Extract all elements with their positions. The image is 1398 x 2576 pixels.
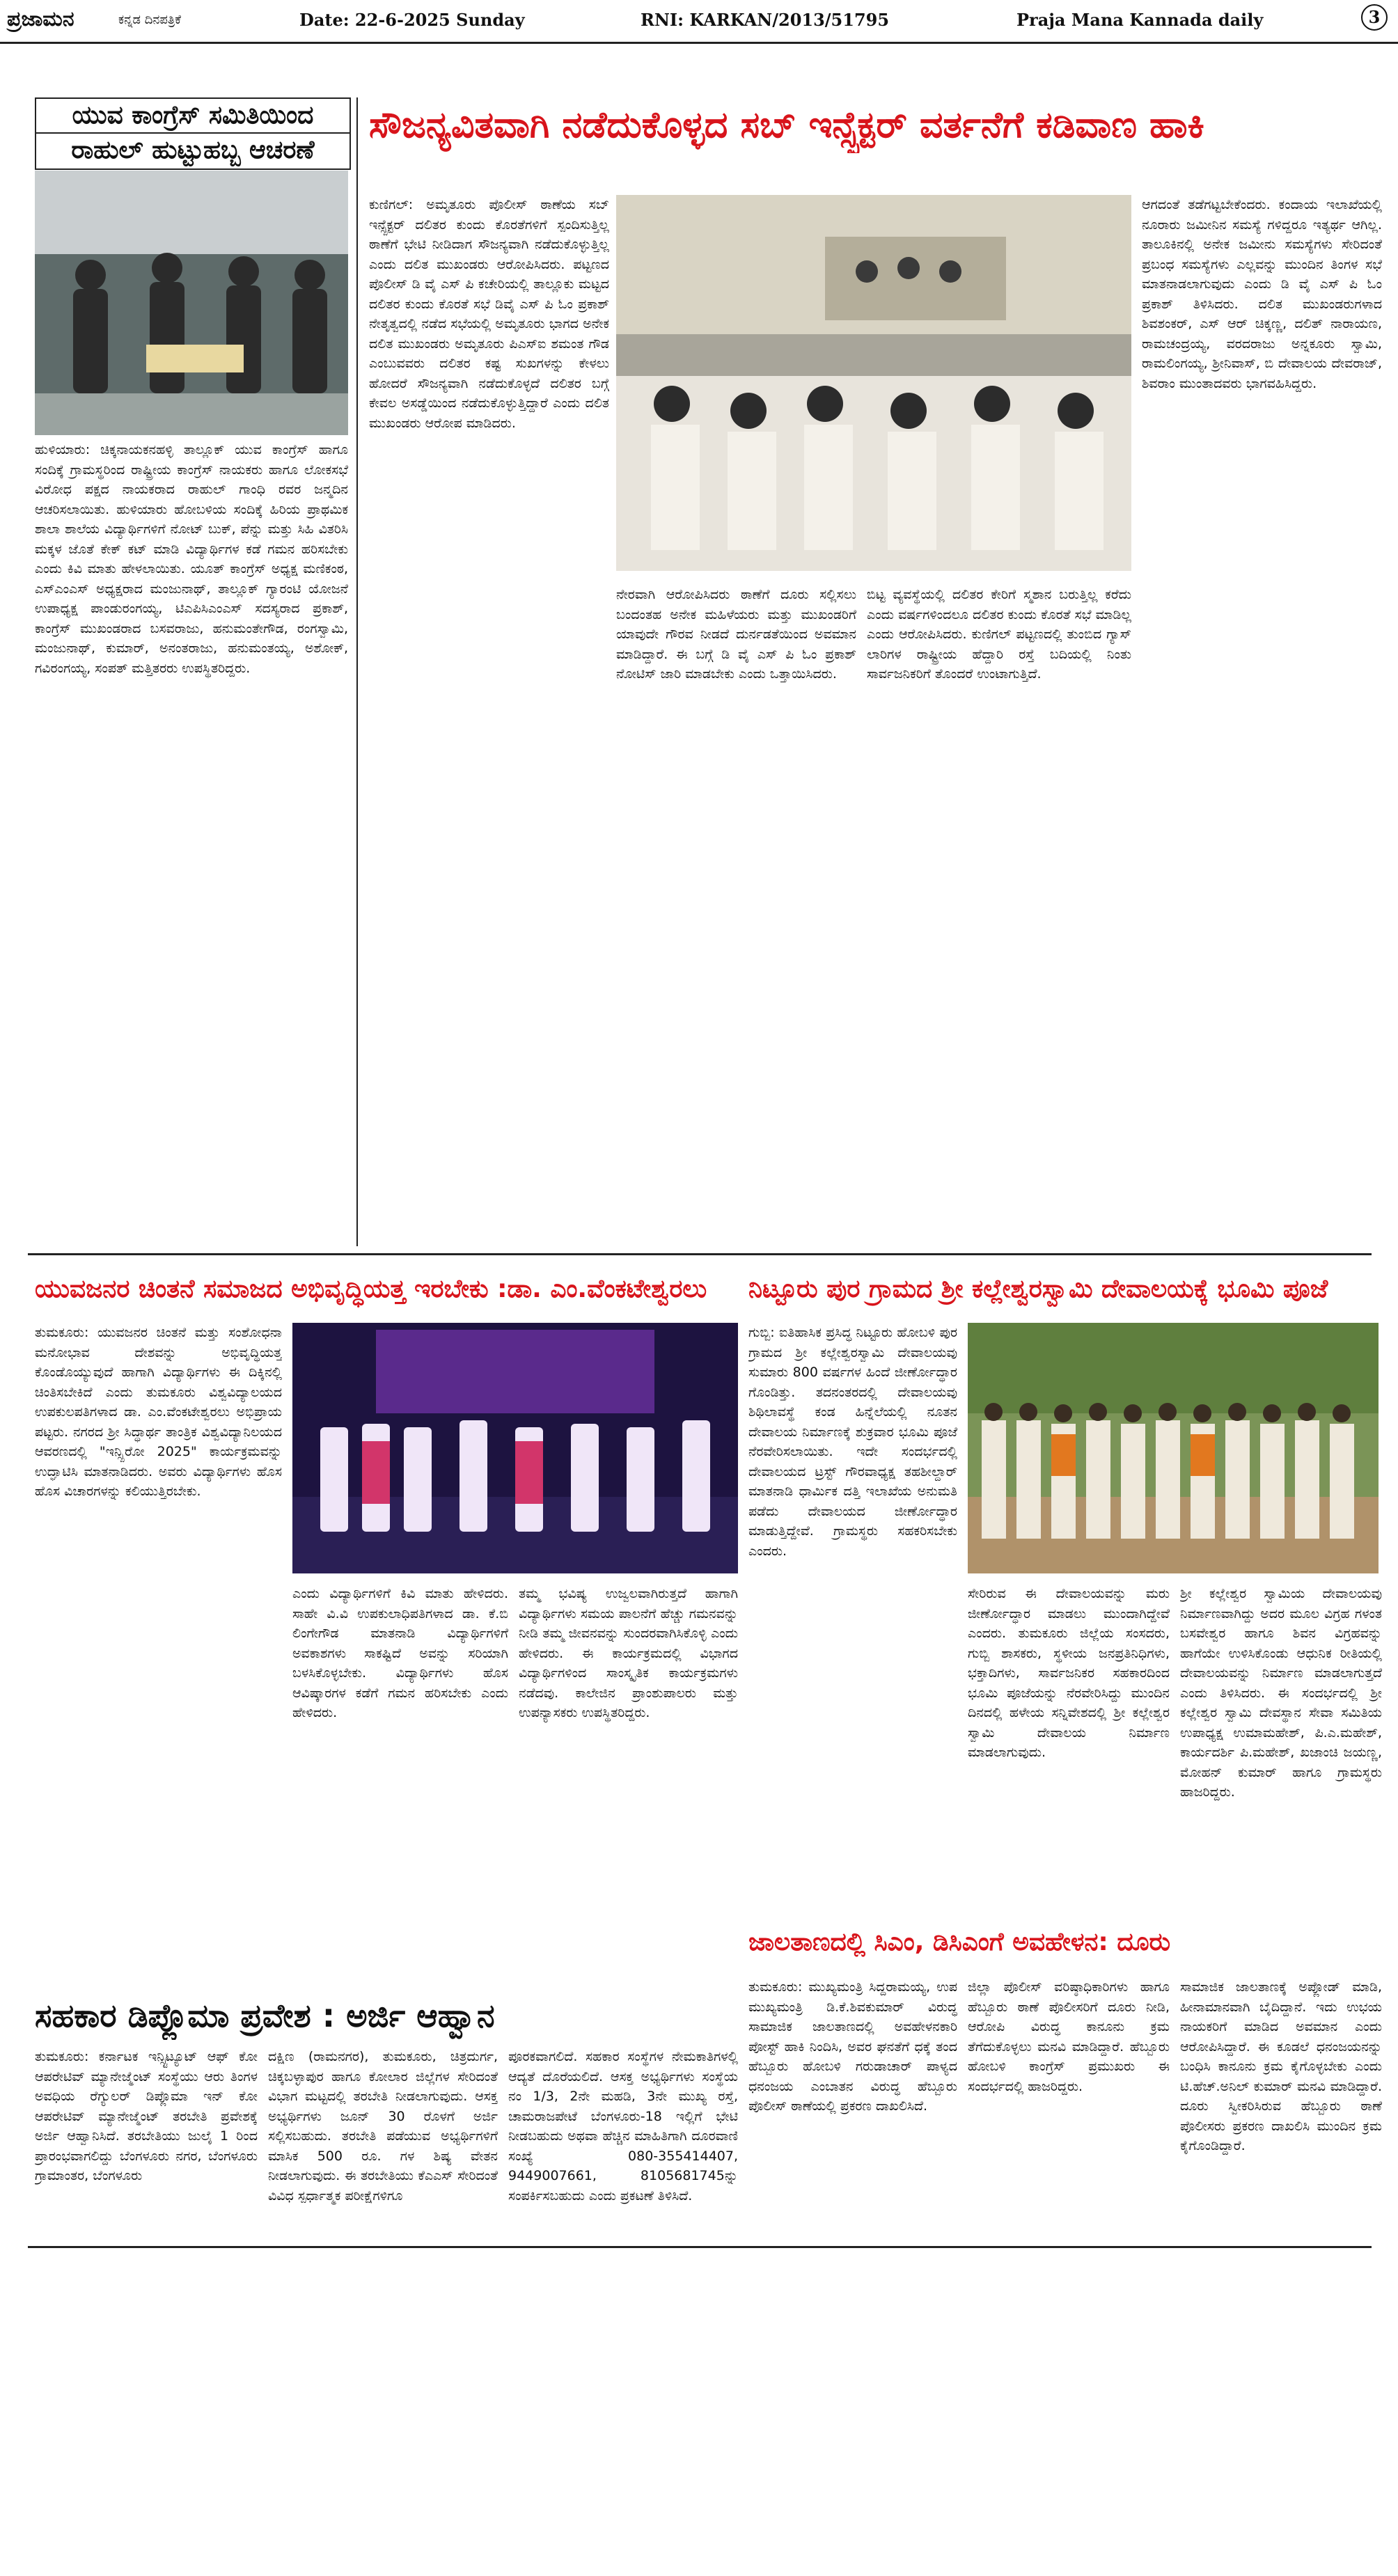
- story1-photo: [35, 171, 348, 435]
- story1-title-box: [35, 97, 351, 170]
- story5-col3: ಪೂರಕವಾಗಲಿದೆ. ಸಹಕಾರ ಸಂಸ್ಥೆಗಳ ನೇಮಕಾತಿಗಳಲ್ಲಿ ಆದ್ಯತೆ ದೊರೆಯಲಿದೆ. ಆಸಕ್ತ ಅಭ್ಯರ್ಥಿಗಳು ಸಂಸ್ಥೆಯ ನಂ 1/3, 2ನೇ ಮಹಡಿ, 3ನೇ ಮುಖ್ಯ ರಸ್ತೆ, ಚಾಮರಾಜಪೇಟೆ ಬೆಂಗಳೂರು-18 ಇಲ್ಲಿಗೆ ಭೇಟಿ ನೀಡಬಹುದು ಅಥವಾ ಹೆಚ್ಚಿನ ಮಾಹಿತಿಗಾಗಿ ದೂರವಾಣಿ ಸಂಖ್ಯೆ 080-355414407, 9449007661, 8105681745ನ್ನು ಸಂಪರ್ಕಿಸಬಹುದು ಎಂದು ಪ್ರಕಟಣೆ ತಿಳಿಸಿದೆ.: [508, 2049, 738, 2204]
- story4-col2: ಸೇರಿರುವ ಈ ದೇವಾಲಯವನ್ನು ಮರು ಜೀರ್ಣೋದ್ಧಾರ ಮಾಡಲು ಮುಂದಾಗಿದ್ದೇವೆ ಎಂದರು. ತುಮಕೂರು ಜಿಲ್ಲೆಯ ಸಂಸದರು, ಗುಬ್ಬಿ ಶಾಸಕರು, ಸ್ಥಳೀಯ ಜನಪ್ರತಿನಿಧಿಗಳು, ಭಕ್ತಾದಿಗಳು, ಸಾರ್ವಜನಿಕರ ಸಹಕಾರದಿಂದ ಭೂಮಿ ಪೂಜೆಯನ್ನು ನೆರವೇರಿಸಿದ್ದು ಮುಂದಿನ ದಿನದಲ್ಲಿ ಹಳೇಯ ಸನ್ನಿವೇಶದಲ್ಲಿ ಶ್ರೀ ಕಲ್ಲೇಶ್ವರ ಸ್ವಾಮಿ ದೇವಾಲಯ ನಿರ್ಮಾಣ ಮಾಡಲಾಗುವುದು.: [968, 1586, 1170, 1760]
- paper-logo: ಪ್ರಜಾಮನ: [7, 7, 74, 31]
- story2-col3: ಬಿಟ್ಟ ವ್ಯವಸ್ಥೆಯಲ್ಲಿ ದಲಿತರ ಕೇರಿಗೆ ಸ್ಮಶಾನ ಬರುತ್ತಿಲ್ಲ ಕರೆದು ಎಂದು ವರ್ಷಗಳಿಂದಲೂ ದಲಿತರ ಕುಂದು ಕೊರತೆ ಸಭೆ ಮಾಡಿಲ್ಲ ಎಂದು ಆರೋಪಿಸಿದರು. ಕುಣಿಗಲ್ ಪಟ್ಟಣದಲ್ಲಿ ತುಂಬಿದ ಗ್ಯಾಸ್ ಲಾರಿಗಳ ರಾಷ್ಟ್ರೀಯ ಹೆದ್ದಾರಿ ರಸ್ತೆ ಬದಿಯಲ್ಲಿ ನಿಂತು ಸಾರ್ವಜನಿಕರಿಗೆ ತೊಂದರೆ ಉಂಟಾಗುತ್ತಿದೆ.: [867, 587, 1131, 682]
- story1-title-line1: ಯುವ ಕಾಂಗ್ರೆಸ್ ಸಮಿತಿಯಿಂದ: [72, 101, 314, 129]
- story4-photo: [968, 1323, 1379, 1573]
- story6-col2: ಜಿಲ್ಲಾ ಪೊಲೀಸ್ ವರಿಷ್ಠಾಧಿಕಾರಿಗಳು ಹಾಗೂ ಹೆಬ್ಬೂರು ಠಾಣೆ ಪೊಲೀಸರಿಗೆ ದೂರು ನೀಡಿ, ಆರೋಪಿ ವಿರುದ್ಧ ಕಾನೂನು ಕ್ರಮ ತೆಗೆದುಕೊಳ್ಳಲು ಮನವಿ ಮಾಡಿದ್ದಾರೆ. ಹೆಬ್ಬೂರು ಹೋಬಳಿ ಕಾಂಗ್ರೆಸ್ ಪ್ರಮುಖರು ಈ ಸಂದರ್ಭದಲ್ಲಿ ಹಾಜರಿದ್ದರು.: [968, 1979, 1170, 2094]
- story1-body: ಹುಳಿಯಾರು: ಚಿಕ್ಕನಾಯಕನಹಳ್ಳಿ ತಾಲ್ಲೂಕ್ ಯುವ ಕಾಂಗ್ರೆಸ್ ಹಾಗೂ ಸಂದಿಕ್ಕೆ ಗ್ರಾಮಸ್ಥರಿಂದ ರಾಷ್ಟ್ರೀಯ ಕಾಂಗ್ರೆಸ್ ನಾಯಕರು ಹಾಗೂ ಲೋಕಸಭೆ ವಿರೋಧ ಪಕ್ಷದ ನಾಯಕರಾದ ರಾಹುಲ್ ಗಾಂಧಿ ರವರ ಜನ್ಮದಿನ ಆಚರಿಸಲಾಯಿತು. ಹುಳಿಯಾರು ಹೋಬಳಿಯ ಸಂದಿಕ್ಕೆ ಹಿರಿಯ ಪ್ರಾಥಮಿಕ ಶಾಲಾ ಶಾಲೆಯ ವಿದ್ಯಾರ್ಥಿಗಳಿಗೆ ನೋಟ್ ಬುಕ್, ಪೆನ್ನು ಮತ್ತು ಸಿಹಿ ವಿತರಿಸಿ ಮಕ್ಕಳ ಜೊತೆ ಕೇಕ್ ಕಟ್ ಮಾಡಿ ವಿದ್ಯಾರ್ಥಿಗಳ ಕಡೆ ಗಮನ ಹರಿಸಬೇಕು ಎಂದು ಕಿವಿ ಮಾತು ಹೇಳಲಾಯಿತು. ಯೂತ್ ಕಾಂಗ್ರೆಸ್ ಅಧ್ಯಕ್ಷ ಮಣಿಕಂಠ, ಎಸ್ಎಂಎಸ್ ಅಧ್ಯಕ್ಷರಾದ ಮಂಜುನಾಥ್, ತಾಲ್ಲೂಕ್ ಗ್ಯಾರಂಟಿ ಯೋಜನೆ ಉಪಾಧ್ಯಕ್ಷ ಪಾಂಡುರಂಗಯ್ಯ, ಟಿಎಪಿಸಿಎಂಎಸ್ ಸದಸ್ಯರಾದ ಪ್ರಕಾಶ್, ಕಾಂಗ್ರೆಸ್ ಮುಖಂಡರಾದ ಬಸವರಾಜು, ಹನುಮಂತೇಗೌಡ, ರಂಗಸ್ವಾಮಿ, ಮಂಜುನಾಥ್, ಕುಮಾರ್, ಅನಂತರಾಜು, ಹನುಮಂತಯ್ಯ, ಅಶೋಕ್, ಗವಿರಂಗಯ್ಯ, ಸಂಪತ್ ಮತ್ತಿತರರು ಉಪಸ್ಥಿತರಿದ್ದರು.: [35, 442, 348, 676]
- story2-photo: [616, 195, 1131, 571]
- story3-col3: ತಮ್ಮ ಭವಿಷ್ಯ ಉಜ್ವಲವಾಗಿರುತ್ತದೆ ಹಾಗಾಗಿ ವಿದ್ಯಾರ್ಥಿಗಳು ಸಮಯ ಪಾಲನೆಗೆ ಹೆಚ್ಚು ಗಮನವನ್ನು ನೀಡಿ ತಮ್ಮ ಜೀವನವನ್ನು ಸುಂದರವಾಗಿಸಿಕೊಳ್ಳಿ ಎಂದು ಹೇಳಿದರು. ಈ ಕಾರ್ಯಕ್ರಮದಲ್ಲಿ ವಿಭಾಗದ ವಿದ್ಯಾರ್ಥಿಗಳಿಂದ ಸಾಂಸ್ಕೃತಿಕ ಕಾರ್ಯಕ್ರಮಗಳು ನಡೆದವು. ಕಾಲೇಜಿನ ಪ್ರಾಂಶುಪಾಲರು ಮತ್ತು ಉಪನ್ಯಾಸಕರು ಉಪಸ್ಥಿತರಿದ್ದರು.: [519, 1586, 738, 1720]
- story2-headline: ಸೌಜನ್ಯವಿತವಾಗಿ ನಡೆದುಕೊಳ್ಳದ ಸಬ್ ಇನ್ಸ್ಪೆಕ್ಟರ್ ವರ್ತನೆಗೆ ಕಡಿವಾಣ ಹಾಕಿ: [369, 104, 1204, 146]
- story4-col1: ಗುಬ್ಬಿ: ಐತಿಹಾಸಿಕ ಪ್ರಸಿದ್ಧ ನಿಟ್ಟೂರು ಹೋಬಳಿ ಪುರ ಗ್ರಾಮದ ಶ್ರೀ ಕಲ್ಲೇಶ್ವರಸ್ವಾಮಿ ದೇವಾಲಯವು ಸುಮಾರು 800 ವರ್ಷಗಳ ಹಿಂದೆ ಜೀರ್ಣೋದ್ಧಾರ ಗೊಂಡಿತ್ತು. ತದನಂತರದಲ್ಲಿ ದೇವಾಲಯವು ಶಿಥಿಲಾವಸ್ಥೆ ಕಂಡ ಹಿನ್ನೆಲೆಯಲ್ಲಿ ನೂತನ ದೇವಾಲಯ ನಿರ್ಮಾಣಕ್ಕೆ ಶುಕ್ರವಾರ ಭೂಮಿ ಪೂಜೆ ನೆರವೇರಿಸಲಾಯಿತು. ಇದೇ ಸಂದರ್ಭದಲ್ಲಿ ದೇವಾಲಯದ ಟ್ರಸ್ಟ್ ಗೌರವಾಧ್ಯಕ್ಷ ತಹಶೀಲ್ದಾರ್ ಮಾತನಾಡಿ ಧಾರ್ಮಿಕ ದತ್ತಿ ಇಲಾಖೆಯ ಅನುಮತಿ ಪಡೆದು ದೇವಾಲಯದ ಜೀರ್ಣೋದ್ಧಾರ ಮಾಡುತ್ತಿದ್ದೇವೆ. ಗ್ರಾಮಸ್ಥರು ಸಹಕರಿಸಬೇಕು ಎಂದರು.: [748, 1325, 957, 1559]
- story3-col2: ಎಂದು ವಿದ್ಯಾರ್ಥಿಗಳಿಗೆ ಕಿವಿ ಮಾತು ಹೇಳಿದರು. ಸಾಹೇ ವಿ.ವಿ ಉಪಕುಲಾಧಿಪತಿಗಳಾದ ಡಾ. ಕೆ.ಬಿ ಲಿಂಗೇಗೌಡ ಮಾತನಾಡಿ ವಿದ್ಯಾರ್ಥಿಗಳಿಗೆ ಅವಕಾಶಗಳು ಸಾಕಷ್ಟಿದೆ ಅವನ್ನು ಸರಿಯಾಗಿ ಬಳಸಿಕೊಳ್ಳಬೇಕು. ವಿದ್ಯಾರ್ಥಿಗಳು ಹೊಸ ಆವಿಷ್ಕಾರಗಳ ಕಡೆಗೆ ಗಮನ ಹರಿಸಬೇಕು ಎಂದು ಹೇಳಿದರು.: [292, 1586, 508, 1720]
- story5-col1: ತುಮಕೂರು: ಕರ್ನಾಟಕ ಇನ್ಸ್ಟಿಟ್ಯೂಟ್ ಆಫ್ ಕೋ ಆಪರೇಟಿವ್ ಮ್ಯಾನೇಜ್ಮೆಂಟ್ ಸಂಸ್ಥೆಯು ಆರು ತಿಂಗಳ ಅವಧಿಯ ರೆಗ್ಯುಲರ್ ಡಿಪ್ಲೊಮಾ ಇನ್ ಕೋ ಆಪರೇಟಿವ್ ಮ್ಯಾನೇಜ್ಮೆಂಟ್ ತರಬೇತಿ ಪ್ರವೇಶಕ್ಕೆ ಅರ್ಜಿ ಆಹ್ವಾನಿಸಿದೆ. ತರಬೇತಿಯು ಜುಲೈ 1 ರಿಂದ ಪ್ರಾರಂಭವಾಗಲಿದ್ದು ಬೆಂಗಳೂರು ನಗರ, ಬೆಂಗಳೂರು ಗ್ರಾಮಾಂತರ, ಬೆಂಗಳೂರು: [35, 2049, 258, 2183]
- story4-col3: ಶ್ರೀ ಕಲ್ಲೇಶ್ವರ ಸ್ವಾಮಿಯ ದೇವಾಲಯವು ನಿರ್ಮಾಣವಾಗಿದ್ದು ಅದರ ಮೂಲ ವಿಗ್ರಹ ಗಳಂತ ಬಸವೇಶ್ವರ ಹಾಗೂ ಶಿವನ ವಿಗ್ರಹವನ್ನು ಹಾಗೆಯೇ ಉಳಿಸಿಕೊಂಡು ಆಧುನಿಕ ರೀತಿಯಲ್ಲಿ ದೇವಾಲಯವನ್ನು ನಿರ್ಮಾಣ ಮಾಡಲಾಗುತ್ತದೆ ಎಂದು ತಿಳಿಸಿದರು. ಈ ಸಂದರ್ಭದಲ್ಲಿ ಶ್ರೀ ಕಲ್ಲೇಶ್ವರ ಸ್ವಾಮಿ ದೇವಸ್ಥಾನ ಸೇವಾ ಸಮಿತಿಯ ಉಪಾಧ್ಯಕ್ಷ ಉಮಾಮಹೇಶ್, ಪಿ.ಎ.ಮಹೇಶ್, ಕಾರ್ಯದರ್ಶಿ ಪಿ.ಮಹೇಶ್, ಖಜಾಂಚಿ ಜಯಣ್ಣ, ಮೋಹನ್ ಕುಮಾರ್ ಹಾಗೂ ಗ್ರಾಮಸ್ಥರು ಹಾಜರಿದ್ದರು.: [1180, 1586, 1382, 1800]
- story3-headline: ಯುವಜನರ ಚಿಂತನೆ ಸಮಾಜದ ಅಭಿವೃದ್ಧಿಯತ್ತ ಇರಬೇಕು :ಡಾ. ಎಂ.ವೆಂಕಟೇಶ್ವರಲು: [35, 1275, 707, 1303]
- section-divider: [28, 1253, 1372, 1255]
- rni-number: RNI: KARKAN/2013/51795: [641, 10, 890, 30]
- issue-date: Date: 22-6-2025 Sunday: [299, 10, 525, 30]
- page-number: [1361, 4, 1388, 31]
- story2-col2: ನೇರವಾಗಿ ಆರೋಪಿಸಿದರು ಠಾಣೆಗೆ ದೂರು ಸಲ್ಲಿಸಲು ಬಂದಂತಹ ಅನೇಕ ಮಹಿಳೆಯರು ಮತ್ತು ಮುಖಂಡರಿಗೆ ಯಾವುದೇ ಗೌರವ ನೀಡದೆ ದುರ್ನಡತೆಯಿಂದ ಅವಮಾನ ಮಾಡಿದ್ದಾರೆ. ಈ ಬಗ್ಗೆ ಡಿ ವೈ ಎಸ್ ಪಿ ಓಂ ಪ್ರಕಾಶ್ ನೋಟಿಸ್ ಜಾರಿ ಮಾಡಬೇಕು ಎಂದು ಒತ್ತಾಯಿಸಿದರು.: [616, 587, 856, 682]
- paper-name: Praja Mana Kannada daily: [1016, 10, 1264, 30]
- story6-col1: ತುಮಕೂರು: ಮುಖ್ಯಮಂತ್ರಿ ಸಿದ್ದರಾಮಯ್ಯ, ಉಪ ಮುಖ್ಯಮಂತ್ರಿ ಡಿ.ಕೆ.ಶಿವಕುಮಾರ್ ವಿರುದ್ಧ ಸಾಮಾಜಿಕ ಜಾಲತಾಣದಲ್ಲಿ ಅವಹೇಳನಕಾರಿ ಪೋಸ್ಟ್ ಹಾಕಿ ನಿಂದಿಸಿ, ಅವರ ಘನತೆಗೆ ಧಕ್ಕೆ ತಂದ ಹೆಬ್ಬೂರು ಹೋಬಳಿ ಗರುಡಾಚಾರ್ ಪಾಳ್ಯದ ಧನಂಜಯ ಎಂಬಾತನ ವಿರುದ್ಧ ಹೆಬ್ಬೂರು ಪೊಲೀಸ್ ಠಾಣೆಯಲ್ಲಿ ಪ್ರಕರಣ ದಾಖಲಿಸಿದೆ.: [748, 1979, 957, 2114]
- story2-col1: ಕುಣಿಗಲ್: ಅಮೃತೂರು ಪೊಲೀಸ್ ಠಾಣೆಯ ಸಬ್ ಇನ್ಸ್ಪೆಕ್ಟರ್ ದಲಿತರ ಕುಂದು ಕೊರತೆಗಳಿಗೆ ಸ್ಪಂದಿಸುತ್ತಿಲ್ಲ ಠಾಣೆಗೆ ಭೇಟಿ ನೀಡಿದಾಗ ಸೌಜನ್ಯವಾಗಿ ನಡೆದುಕೊಳ್ಳುತ್ತಿಲ್ಲ ಎಂದು ದಲಿತ ಮುಖಂಡರು ಆರೋಪಿಸಿದರು. ಪಟ್ಟಣದ ಪೊಲೀಸ್ ಡಿ ವೈ ಎಸ್ ಪಿ ಕಚೇರಿಯಲ್ಲಿ ತಾಲ್ಲೂಕು ಮಟ್ಟದ ದಲಿತರ ಕುಂದು ಕೊರತೆ ಸಭೆ ಡಿವೈ ಎಸ್ ಪಿ ಓಂ ಪ್ರಕಾಶ್ ನೇತೃತ್ವದಲ್ಲಿ ನಡೆದ ಸಭೆಯಲ್ಲಿ ಅಮೃತೂರು ಭಾಗದ ಅನೇಕ ದಲಿತ ಮುಖಂಡರು ಅಮೃತೂರು ಪಿಎಸ್ಐ ಶಮಂತ ಗೌಡ ಎಂಬುವವರು ದಲಿತರ ಕಷ್ಟ ಸುಖಗಳನ್ನು ಕೇಳಲು ಹೋದರೆ ಸೌಜನ್ಯವಾಗಿ ನಡೆದುಕೊಳ್ಳದೆ ದಲಿತರ ಬಗ್ಗೆ ಕೇವಲ ಅಸಡ್ಡೆಯಿಂದ ನಡೆದುಕೊಳ್ಳುತ್ತಿದ್ದಾರೆ ಎಂದು ದಲಿತ ಮುಖಂಡರು ಆರೋಪ ಮಾಡಿದರು.: [369, 197, 609, 431]
- column-divider: [356, 97, 358, 1246]
- story4-headline: ನಿಟ್ಟೂರು ಪುರ ಗ್ರಾಮದ ಶ್ರೀ ಕಲ್ಲೇಶ್ವರಸ್ವಾಮಿ ದೇವಾಲಯಕ್ಕೆ ಭೂಮಿ ಪೂಜೆ: [748, 1275, 1328, 1303]
- story3-col1: ತುಮಕೂರು: ಯುವಜನರ ಚಿಂತನೆ ಮತ್ತು ಸಂಶೋಧನಾ ಮನೋಭಾವ ದೇಶವನ್ನು ಅಭಿವೃದ್ಧಿಯತ್ತ ಕೊಂಡೊಯ್ಯುವುದೆ ಹಾಗಾಗಿ ವಿದ್ಯಾರ್ಥಿಗಳು ಈ ದಿಕ್ಕಿನಲ್ಲಿ ಚಿಂತಿಸಬೇಕಿದೆ ಎಂದು ತುಮಕೂರು ವಿಶ್ವವಿದ್ಯಾಲಯದ ಉಪಕುಲಪತಿಗಳಾದ ಡಾ. ಎಂ.ವೆಂಕಟೇಶ್ವರಲು ಅಭಿಪ್ರಾಯ ಪಟ್ಟರು. ನಗರದ ಶ್ರೀ ಸಿದ್ಧಾರ್ಥ ತಾಂತ್ರಿಕ ವಿಶ್ವವಿದ್ಯಾನಿಲಯದ ಆವರಣದಲ್ಲಿ "ಇನ್ಸ್ಪಿರೋ 2025" ಕಾರ್ಯಕ್ರಮವನ್ನು ಉದ್ಘಾಟಿಸಿ ಮಾತನಾಡಿದರು. ಅವರು ವಿದ್ಯಾರ್ಥಿಗಳು ಹೊಸ ಹೊಸ ವಿಚಾರಗಳನ್ನು ಕಲಿಯುತ್ತಿರಬೇಕು.: [35, 1325, 282, 1499]
- bottom-divider: [28, 2246, 1372, 2248]
- story5-headline: ಸಹಕಾರ ಡಿಪ್ಲೊಮಾ ಪ್ರವೇಶ : ಅರ್ಜಿ ಆಹ್ವಾನ: [35, 1997, 495, 2034]
- story6-col3: ಸಾಮಾಜಿಕ ಜಾಲತಾಣಕ್ಕೆ ಅಪ್ಲೋಡ್ ಮಾಡಿ, ಹೀನಾಮಾನವಾಗಿ ಬೈದಿದ್ದಾನೆ. ಇದು ಉಭಯ ನಾಯಕರಿಗೆ ಮಾಡಿದ ಅವಮಾನ ಎಂದು ಆರೋಪಿಸಿದ್ದಾರೆ. ಈ ಕೂಡಲೆ ಧನಂಜಯನನ್ನು ಬಂಧಿಸಿ ಕಾನೂನು ಕ್ರಮ ಕೈಗೊಳ್ಳಬೇಕು ಎಂದು ಟಿ.ಹೆಚ್.ಅನಿಲ್ ಕುಮಾರ್ ಮನವಿ ಮಾಡಿದ್ದಾರೆ. ದೂರು ಸ್ವೀಕರಿಸಿರುವ ಹೆಬ್ಬೂರು ಠಾಣೆ ಪೊಲೀಸರು ಪ್ರಕರಣ ದಾಖಲಿಸಿ ಮುಂದಿನ ಕ್ರಮ ಕೈಗೊಂಡಿದ್ದಾರೆ.: [1180, 1979, 1382, 2153]
- circle-badge-icon: 3: [1368, 7, 1381, 27]
- story2-col4: ಆಗದಂತೆ ತಡೆಗಟ್ಟಬೇಕೆಂದರು. ಕಂದಾಯ ಇಲಾಖೆಯಲ್ಲಿ ನೂರಾರು ಜಮೀನಿನ ಸಮಸ್ಯೆ ಗಳಿದ್ದರೂ ಇತ್ಯರ್ಥ ಆಗಿಲ್ಲ. ತಾಲೂಕಿನಲ್ಲಿ ಅನೇಕ ಜಮೀನು ಸಮಸ್ಯೆಗಳು ಸೇರಿದಂತೆ ಪ್ರಬಂಧ ಸಮಸ್ಯೆಗಳು ಎಲ್ಲವನ್ನು ಮುಂದಿನ ತಿಂಗಳ ಸಭೆ ಮಾತನಾಡಲಾಗುವುದು ಎಂದು ಡಿ ವೈ ಎಸ್ ಪಿ ಓಂ ಪ್ರಕಾಶ್ ತಿಳಿಸಿದರು. ದಲಿತ ಮುಖಂಡರುಗಳಾದ ಶಿವಶಂಕರ್, ಎಸ್ ಆರ್ ಚಿಕ್ಕಣ್ಣ, ದಲಿತ್ ನಾರಾಯಣ, ರಾಮಚಂದ್ರಯ್ಯ, ವರದರಾಜು ಅನ್ನಕೂರು ಸ್ವಾಮಿ, ರಾಮಲಿಂಗಯ್ಯ, ಶ್ರೀನಿವಾಸ್, ಬಿ ದೇವಾಲಯ ದೇವರಾಜ್, ಶಿವರಾಂ ಮುಂತಾದವರು ಭಾಗವಹಿಸಿದ್ದರು.: [1142, 197, 1382, 391]
- story3-photo: [292, 1323, 738, 1573]
- story1-title-line2: ರಾಹುಲ್ ಹುಟ್ಟುಹಬ್ಬ ಆಚರಣೆ: [36, 132, 350, 167]
- masthead: [0, 0, 1398, 44]
- story6-headline: ಜಾಲತಾಣದಲ್ಲಿ ಸಿಎಂ, ಡಿಸಿಎಂಗೆ ಅವಹೇಳನ: ದೂರು: [748, 1928, 1171, 1956]
- story5-col2: ದಕ್ಷಿಣ (ರಾಮನಗರ), ತುಮಕೂರು, ಚಿತ್ರದುರ್ಗ, ಚಿಕ್ಕಬಳ್ಳಾಪುರ ಹಾಗೂ ಕೋಲಾರ ಜಿಲ್ಲೆಗಳ ಸೇರಿದಂತೆ ವಿಭಾಗ ಮಟ್ಟದಲ್ಲಿ ತರಬೇತಿ ನೀಡಲಾಗುವುದು. ಆಸಕ್ತ ಅಭ್ಯರ್ಥಿಗಳು ಜೂನ್ 30 ರೊಳಗೆ ಅರ್ಜಿ ಸಲ್ಲಿಸಬಹುದು. ತರಬೇತಿ ಪಡೆಯುವ ಅಭ್ಯರ್ಥಿಗಳಿಗೆ ಮಾಸಿಕ 500 ರೂ. ಗಳ ಶಿಷ್ಯ ವೇತನ ನೀಡಲಾಗುವುದು. ಈ ತರಬೇತಿಯು ಕೆಎಎಸ್ ಸೇರಿದಂತೆ ವಿವಿಧ ಸ್ಪರ್ಧಾತ್ಮಕ ಪರೀಕ್ಷೆಗಳಿಗೂ: [268, 2049, 498, 2204]
- paper-logo-sub: ಕನ್ನಡ ದಿನಪತ್ರಿಕೆ: [118, 13, 182, 27]
